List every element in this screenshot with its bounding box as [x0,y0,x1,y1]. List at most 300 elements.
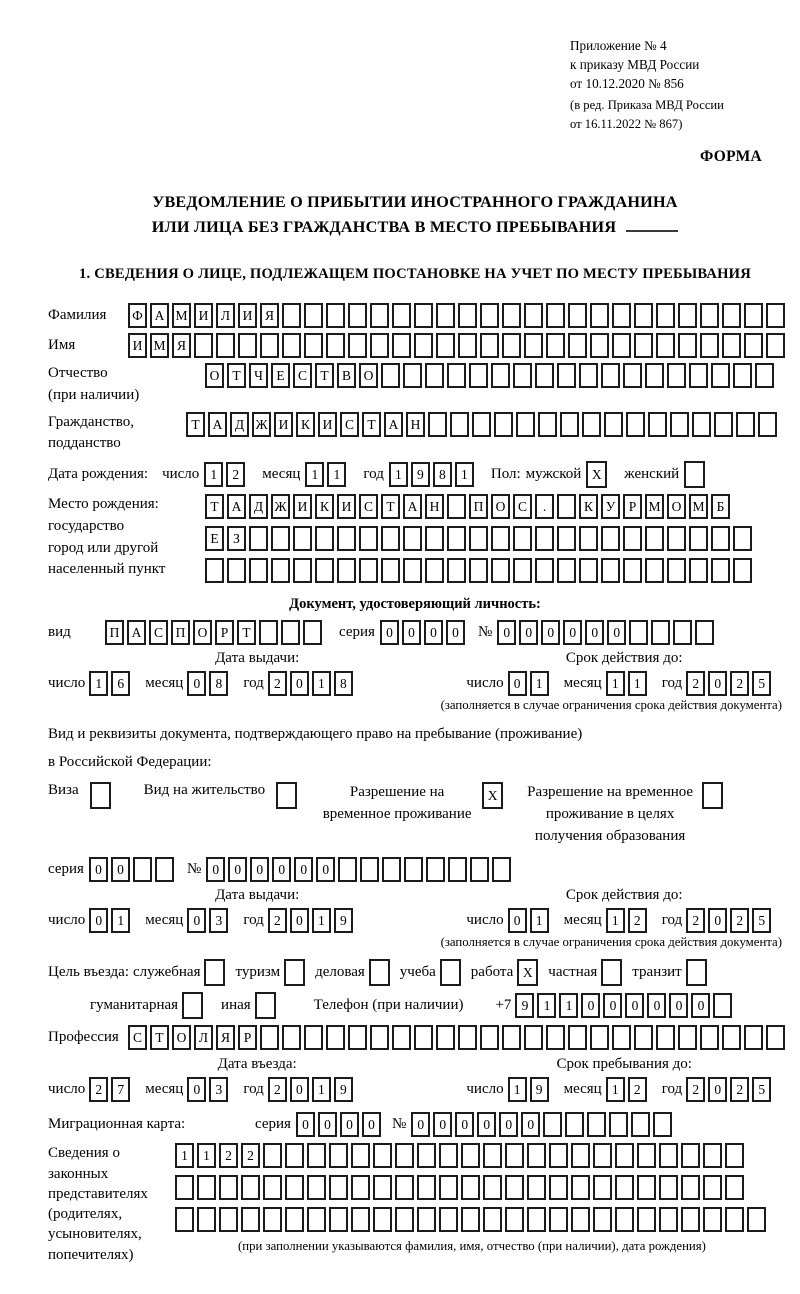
form-cell[interactable] [689,363,708,388]
form-cell[interactable]: С [128,1025,147,1050]
form-cell[interactable]: Ж [271,494,290,519]
form-cell[interactable]: С [149,620,168,645]
form-cell[interactable] [414,333,433,358]
form-cell[interactable] [681,1143,700,1168]
form-cell[interactable] [546,303,565,328]
form-cell[interactable] [527,1143,546,1168]
form-cell[interactable] [736,412,755,437]
form-cell[interactable] [403,526,422,551]
form-cell[interactable]: 2 [730,1077,749,1102]
form-cell[interactable] [524,333,543,358]
form-cell[interactable] [447,526,466,551]
form-cell[interactable] [590,1025,609,1050]
form-cell[interactable] [505,1143,524,1168]
form-cell[interactable] [601,526,620,551]
form-cell[interactable]: 1 [312,908,331,933]
form-cell[interactable]: И [318,412,337,437]
form-cell[interactable]: 1 [89,671,108,696]
form-cell[interactable]: 1 [389,462,408,487]
form-cell[interactable]: З [227,526,246,551]
form-cell[interactable] [403,363,422,388]
form-cell[interactable] [516,412,535,437]
form-cell[interactable]: И [194,303,213,328]
form-cell[interactable] [276,782,297,809]
form-cell[interactable]: А [208,412,227,437]
form-cell[interactable] [686,959,707,986]
form-cell[interactable] [260,333,279,358]
form-cell[interactable]: А [227,494,246,519]
form-cell[interactable] [403,558,422,583]
form-cell[interactable] [326,1025,345,1050]
form-cell[interactable] [579,526,598,551]
form-cell[interactable] [373,1143,392,1168]
form-cell[interactable]: 0 [290,1077,309,1102]
form-cell[interactable] [447,494,466,519]
form-cell[interactable]: Р [623,494,642,519]
form-cell[interactable] [337,558,356,583]
form-cell[interactable] [271,558,290,583]
form-cell[interactable] [284,959,305,986]
form-cell[interactable] [678,303,697,328]
form-cell[interactable]: С [513,494,532,519]
form-cell[interactable] [579,363,598,388]
form-cell[interactable] [579,558,598,583]
form-cell[interactable]: 2 [241,1143,260,1168]
form-cell[interactable] [304,1025,323,1050]
form-cell[interactable]: Я [216,1025,235,1050]
form-cell[interactable] [755,363,774,388]
form-cell[interactable] [538,412,557,437]
form-cell[interactable] [260,1025,279,1050]
form-cell[interactable] [571,1175,590,1200]
form-cell[interactable] [593,1143,612,1168]
form-cell[interactable] [546,1025,565,1050]
form-cell[interactable] [491,558,510,583]
form-cell[interactable] [304,303,323,328]
form-cell[interactable] [513,526,532,551]
form-cell[interactable] [304,333,323,358]
form-cell[interactable] [381,558,400,583]
form-cell[interactable]: Л [194,1025,213,1050]
form-cell[interactable]: 0 [411,1112,430,1137]
form-cell[interactable]: 1 [628,671,647,696]
form-cell[interactable]: 2 [219,1143,238,1168]
form-cell[interactable] [337,526,356,551]
form-cell[interactable] [713,993,732,1018]
form-cell[interactable] [428,412,447,437]
form-cell[interactable] [612,303,631,328]
form-cell[interactable]: Т [150,1025,169,1050]
form-cell[interactable]: 8 [433,462,452,487]
form-cell[interactable]: 0 [446,620,465,645]
form-cell[interactable]: И [293,494,312,519]
form-cell[interactable] [480,303,499,328]
form-cell[interactable]: 0 [508,908,527,933]
form-cell[interactable]: К [296,412,315,437]
form-cell[interactable] [285,1175,304,1200]
form-cell[interactable] [219,1175,238,1200]
form-cell[interactable] [513,363,532,388]
form-cell[interactable] [513,558,532,583]
form-cell[interactable]: Ч [249,363,268,388]
form-cell[interactable]: 0 [206,857,225,882]
form-cell[interactable]: 1 [508,1077,527,1102]
form-cell[interactable]: М [689,494,708,519]
form-cell[interactable]: 0 [272,857,291,882]
form-cell[interactable] [524,303,543,328]
form-cell[interactable] [678,333,697,358]
form-cell[interactable] [351,1207,370,1232]
form-cell[interactable] [604,412,623,437]
form-cell[interactable] [281,620,300,645]
form-cell[interactable] [700,333,719,358]
form-cell[interactable]: 0 [362,1112,381,1137]
form-cell[interactable]: Л [216,303,235,328]
form-cell[interactable] [656,303,675,328]
form-cell[interactable] [194,333,213,358]
form-cell[interactable] [241,1175,260,1200]
form-cell[interactable] [651,620,670,645]
form-cell[interactable] [133,857,152,882]
form-cell[interactable] [524,1025,543,1050]
form-cell[interactable] [546,333,565,358]
form-cell[interactable]: 0 [477,1112,496,1137]
form-cell[interactable]: С [293,363,312,388]
form-cell[interactable] [348,1025,367,1050]
form-cell[interactable]: 0 [563,620,582,645]
form-cell[interactable]: 5 [752,671,771,696]
form-cell[interactable] [329,1143,348,1168]
form-cell[interactable]: Т [237,620,256,645]
form-cell[interactable] [612,1025,631,1050]
form-cell[interactable] [461,1175,480,1200]
form-cell[interactable]: 5 [752,908,771,933]
form-cell[interactable]: 0 [316,857,335,882]
form-cell[interactable]: 9 [411,462,430,487]
form-cell[interactable]: 0 [250,857,269,882]
form-cell[interactable] [689,526,708,551]
form-cell[interactable] [615,1207,634,1232]
form-cell[interactable]: Т [381,494,400,519]
form-cell[interactable]: . [535,494,554,519]
form-cell[interactable] [359,526,378,551]
form-cell[interactable] [703,1207,722,1232]
form-cell[interactable]: И [274,412,293,437]
form-cell[interactable] [263,1207,282,1232]
form-cell[interactable] [425,363,444,388]
form-cell[interactable]: 0 [228,857,247,882]
form-cell[interactable] [659,1175,678,1200]
form-cell[interactable] [549,1143,568,1168]
form-cell[interactable] [612,333,631,358]
form-cell[interactable] [505,1175,524,1200]
form-cell[interactable] [417,1207,436,1232]
form-cell[interactable] [381,526,400,551]
form-cell[interactable] [472,412,491,437]
form-cell[interactable] [549,1207,568,1232]
form-cell[interactable]: 1 [175,1143,194,1168]
form-cell[interactable] [667,526,686,551]
form-cell[interactable] [543,1112,562,1137]
form-cell[interactable]: Р [238,1025,257,1050]
form-cell[interactable]: 0 [691,993,710,1018]
form-cell[interactable] [678,1025,697,1050]
form-cell[interactable]: 1 [559,993,578,1018]
form-cell[interactable] [505,1207,524,1232]
form-cell[interactable] [469,558,488,583]
form-cell[interactable] [527,1207,546,1232]
form-cell[interactable]: 2 [268,908,287,933]
form-cell[interactable]: 9 [334,1077,353,1102]
form-cell[interactable] [155,857,174,882]
form-cell[interactable]: 0 [708,1077,727,1102]
form-cell[interactable] [351,1175,370,1200]
form-cell[interactable]: 1 [327,462,346,487]
form-cell[interactable]: Е [205,526,224,551]
form-cell[interactable] [282,333,301,358]
form-cell[interactable] [722,1025,741,1050]
form-cell[interactable] [557,558,576,583]
form-cell[interactable]: 1 [312,671,331,696]
form-cell[interactable] [440,959,461,986]
form-cell[interactable] [634,303,653,328]
form-cell[interactable]: С [340,412,359,437]
form-cell[interactable]: 1 [455,462,474,487]
form-cell[interactable]: 1 [606,671,625,696]
form-cell[interactable]: 1 [305,462,324,487]
form-cell[interactable] [601,959,622,986]
form-cell[interactable] [645,558,664,583]
form-cell[interactable] [369,959,390,986]
form-cell[interactable]: 0 [318,1112,337,1137]
form-cell[interactable]: 1 [111,908,130,933]
form-cell[interactable] [615,1175,634,1200]
form-cell[interactable] [711,558,730,583]
form-cell[interactable] [634,333,653,358]
form-cell[interactable] [637,1207,656,1232]
form-cell[interactable]: Т [205,494,224,519]
form-cell[interactable]: 0 [708,671,727,696]
form-cell[interactable] [439,1175,458,1200]
form-cell[interactable]: 7 [111,1077,130,1102]
form-cell[interactable] [725,1207,744,1232]
form-cell[interactable]: 9 [530,1077,549,1102]
form-cell[interactable] [695,620,714,645]
form-cell[interactable] [447,363,466,388]
form-cell[interactable] [293,558,312,583]
form-cell[interactable]: 0 [187,908,206,933]
form-cell[interactable] [568,303,587,328]
form-cell[interactable]: 3 [209,908,228,933]
form-cell[interactable]: И [238,303,257,328]
form-cell[interactable] [436,1025,455,1050]
form-cell[interactable] [744,303,763,328]
form-cell[interactable]: 9 [515,993,534,1018]
form-cell[interactable] [458,1025,477,1050]
form-cell[interactable] [648,412,667,437]
form-cell[interactable] [395,1175,414,1200]
form-cell[interactable] [458,333,477,358]
form-cell[interactable] [722,333,741,358]
form-cell[interactable] [565,1112,584,1137]
form-cell[interactable] [315,526,334,551]
form-cell[interactable]: 2 [686,1077,705,1102]
form-cell[interactable] [725,1175,744,1200]
form-cell[interactable]: 2 [268,1077,287,1102]
form-cell[interactable]: 1 [530,908,549,933]
form-cell[interactable]: 0 [294,857,313,882]
form-cell[interactable] [249,558,268,583]
form-cell[interactable] [502,1025,521,1050]
form-cell[interactable] [392,333,411,358]
form-cell[interactable]: 2 [628,908,647,933]
form-cell[interactable] [692,412,711,437]
form-cell[interactable]: 1 [606,908,625,933]
form-cell[interactable] [629,620,648,645]
form-cell[interactable] [307,1175,326,1200]
form-cell[interactable] [557,526,576,551]
form-cell[interactable]: Р [215,620,234,645]
form-cell[interactable] [623,558,642,583]
form-cell[interactable]: О [205,363,224,388]
form-cell[interactable]: Ф [128,303,147,328]
form-cell[interactable]: Е [271,363,290,388]
form-cell[interactable] [483,1175,502,1200]
form-cell[interactable] [360,857,379,882]
form-cell[interactable] [348,333,367,358]
form-cell[interactable]: П [171,620,190,645]
form-cell[interactable] [197,1175,216,1200]
form-cell[interactable]: М [645,494,664,519]
form-cell[interactable] [645,526,664,551]
form-cell[interactable] [711,363,730,388]
form-cell[interactable] [557,494,576,519]
form-cell[interactable]: Н [425,494,444,519]
form-cell[interactable]: А [384,412,403,437]
form-cell[interactable]: Н [406,412,425,437]
form-cell[interactable]: Т [227,363,246,388]
form-cell[interactable] [494,412,513,437]
form-cell[interactable]: 9 [334,908,353,933]
form-cell[interactable]: 8 [209,671,228,696]
form-cell[interactable] [395,1143,414,1168]
form-cell[interactable]: 2 [730,908,749,933]
form-cell[interactable]: 3 [209,1077,228,1102]
form-cell[interactable]: Я [172,333,191,358]
form-cell[interactable]: И [337,494,356,519]
form-cell[interactable]: 0 [581,993,600,1018]
form-cell[interactable] [381,363,400,388]
form-cell[interactable] [293,526,312,551]
form-cell[interactable] [329,1175,348,1200]
form-cell[interactable] [623,526,642,551]
form-cell[interactable]: П [105,620,124,645]
form-cell[interactable]: 0 [519,620,538,645]
form-cell[interactable] [491,526,510,551]
form-cell[interactable] [571,1207,590,1232]
form-cell[interactable] [667,363,686,388]
form-cell[interactable]: 0 [669,993,688,1018]
form-cell[interactable]: У [601,494,620,519]
form-cell[interactable]: А [150,303,169,328]
form-cell[interactable] [436,333,455,358]
form-cell[interactable] [197,1207,216,1232]
form-cell[interactable]: 0 [111,857,130,882]
form-cell[interactable]: 5 [752,1077,771,1102]
form-cell[interactable] [447,558,466,583]
form-cell[interactable]: 0 [499,1112,518,1137]
form-cell[interactable] [249,526,268,551]
form-cell[interactable]: X [482,782,503,809]
form-cell[interactable] [417,1175,436,1200]
form-cell[interactable] [426,857,445,882]
form-cell[interactable] [656,333,675,358]
form-cell[interactable] [285,1143,304,1168]
form-cell[interactable] [417,1143,436,1168]
form-cell[interactable] [703,1143,722,1168]
form-cell[interactable]: 0 [89,908,108,933]
form-cell[interactable]: 0 [424,620,443,645]
form-cell[interactable] [483,1207,502,1232]
form-cell[interactable] [370,303,389,328]
form-cell[interactable] [673,620,692,645]
form-cell[interactable] [725,1143,744,1168]
form-cell[interactable]: К [579,494,598,519]
form-cell[interactable] [587,1112,606,1137]
form-cell[interactable] [395,1207,414,1232]
form-cell[interactable] [307,1143,326,1168]
form-cell[interactable]: М [150,333,169,358]
form-cell[interactable]: 2 [686,908,705,933]
form-cell[interactable] [659,1143,678,1168]
form-cell[interactable] [601,363,620,388]
form-cell[interactable] [491,363,510,388]
form-cell[interactable] [425,526,444,551]
form-cell[interactable] [571,1143,590,1168]
form-cell[interactable]: О [491,494,510,519]
form-cell[interactable] [593,1207,612,1232]
form-cell[interactable]: 0 [290,908,309,933]
form-cell[interactable] [700,1025,719,1050]
form-cell[interactable]: 0 [603,993,622,1018]
form-cell[interactable] [766,1025,785,1050]
form-cell[interactable]: К [315,494,334,519]
form-cell[interactable] [338,857,357,882]
form-cell[interactable] [590,303,609,328]
form-cell[interactable]: 2 [686,671,705,696]
form-cell[interactable] [722,303,741,328]
form-cell[interactable]: 0 [187,1077,206,1102]
form-cell[interactable]: 0 [340,1112,359,1137]
form-cell[interactable]: Я [260,303,279,328]
form-cell[interactable] [182,992,203,1019]
form-cell[interactable] [425,558,444,583]
form-cell[interactable] [259,620,278,645]
form-cell[interactable]: Т [315,363,334,388]
form-cell[interactable] [626,412,645,437]
form-cell[interactable]: В [337,363,356,388]
form-cell[interactable]: 0 [455,1112,474,1137]
form-cell[interactable] [480,1025,499,1050]
form-cell[interactable] [263,1175,282,1200]
form-cell[interactable] [560,412,579,437]
form-cell[interactable] [714,412,733,437]
form-cell[interactable] [637,1175,656,1200]
form-cell[interactable]: 0 [402,620,421,645]
form-cell[interactable] [590,333,609,358]
form-cell[interactable] [450,412,469,437]
form-cell[interactable]: 0 [541,620,560,645]
